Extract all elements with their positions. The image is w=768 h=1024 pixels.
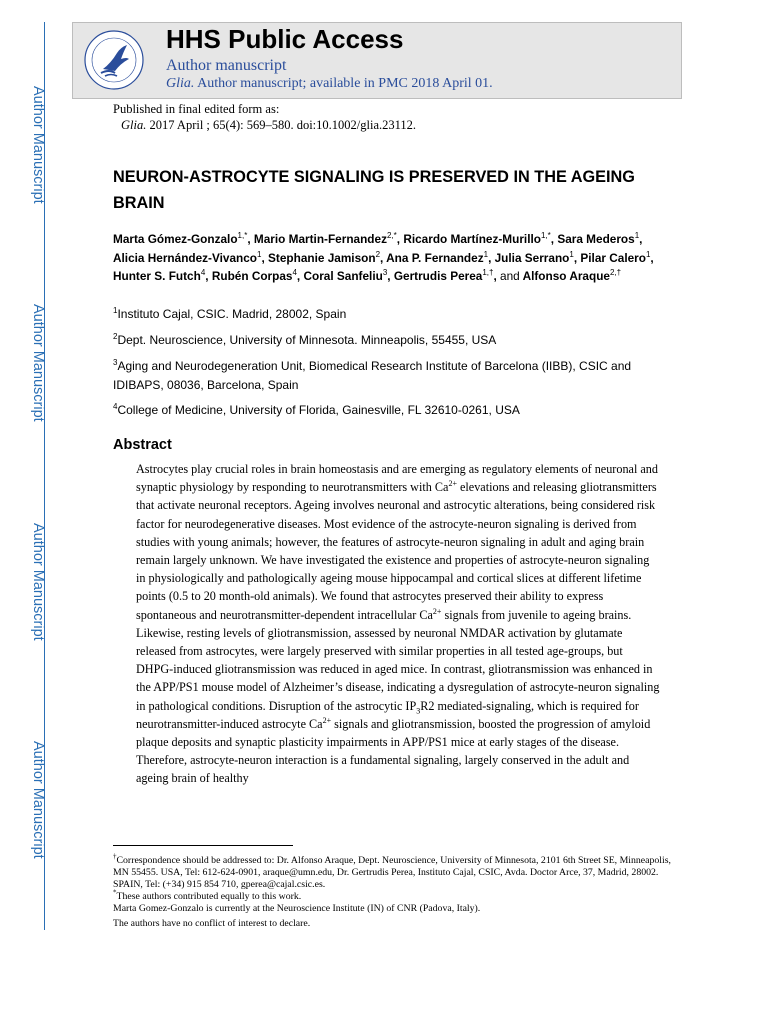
author-affiliation-mark: 1,* bbox=[540, 231, 551, 241]
correspondence-note bbox=[113, 852, 673, 891]
author-affiliation-mark: 1 bbox=[569, 249, 574, 259]
current-affiliation-note: Marta Gomez-Gonzalo is currently at the Neuroscience Institute (IN) of CNR (Padova, Italy). bbox=[113, 903, 481, 914]
manuscript-status: Author manuscript bbox=[166, 57, 287, 74]
affiliation-text: Instituto Cajal, CSIC. Madrid, 28002, Spain bbox=[117, 307, 347, 321]
footnote-mark: * bbox=[113, 888, 117, 897]
footnote-mark: † bbox=[113, 852, 117, 861]
affiliation-text: Dept. Neuroscience, University of Minnesota. Minneapolis, 55455, USA bbox=[117, 333, 497, 347]
availability-line bbox=[166, 76, 493, 92]
author: Marta Gómez-Gonzalo bbox=[113, 232, 238, 246]
affiliation bbox=[113, 305, 673, 324]
author-affiliation-mark: 1 bbox=[483, 249, 489, 259]
superscript: 2+ bbox=[448, 479, 457, 489]
author-affiliation-mark: 2,* bbox=[386, 231, 397, 241]
author: Ricardo Martínez-Murillo bbox=[403, 232, 541, 246]
author-affiliation-mark: 4 bbox=[292, 268, 297, 278]
abstract-part: Astrocytes play crucial roles in brain homeostasis and are emerging as regulatory elements of neuronal and synaptic physiology by responding to neurotransmitters with Ca bbox=[136, 462, 658, 495]
sidebar-label-author-manuscript: Author Manuscript bbox=[30, 304, 46, 422]
author-affiliation-mark: 1,* bbox=[237, 231, 248, 241]
abstract-part: signals from juvenile to ageing brains. Likewise, resting levels of gliotransmission, assessed by neuronal NMDAR activation by glutamate released from astrocytes, were largely preserved with similar properties in all tested age-groups, but DHPG-induced gliotransmission was reduced in aged mice. In contrast, gliotransmission was enhanced in the APP/PS1 mouse model of Alzheimer’s disease, indicating a dysregulation of astrocyte-neuron signaling in pathological conditions. Disruption of the astrocytic IP bbox=[136, 607, 660, 713]
author: Alicia Hernández-Vivanco bbox=[113, 250, 258, 265]
hhs-header bbox=[72, 22, 682, 99]
author-list: Marta Gómez-Gonzalo$^{1,*}$, Mario Martin-Fernandez$^{2,*}$, Ricardo Martínez-Murillo$^{1,*}$, Sara Mederos$^1$, Alicia Hernández-Vivanco$^1$, Stephanie Jamison$^2$, Ana P. Fernandez$^1$, Julia Serrano$^1$, Pilar Calero$^1$, Hunter S. Futch$^4$, Rubén Corpas$^4$, Coral Sanfeliu$^3$, Gertrudis Perea$^{1,\dagger}$, and Alfonso Araque$^{2,\dagger}$ bbox=[113, 231, 654, 283]
affiliation bbox=[113, 401, 673, 420]
author-affiliation-mark: 2,† bbox=[609, 268, 622, 278]
abstract-part: R2 mediated-signaling, which is required for neurotransmitter-induced astrocyte Ca bbox=[136, 698, 639, 731]
journal-name: Glia. bbox=[166, 76, 195, 91]
sidebar-label-author-manuscript: Author Manuscript bbox=[30, 523, 46, 641]
author: Gertrudis Perea bbox=[393, 269, 483, 283]
footnotes bbox=[113, 852, 673, 930]
and-word: and bbox=[500, 269, 520, 283]
hhs-eagle-seal-icon bbox=[83, 29, 145, 91]
author: Mario Martin-Fernandez bbox=[253, 232, 387, 246]
author: Hunter S. Futch bbox=[113, 269, 201, 283]
equal-contribution-text: These authors contributed equally to this work. bbox=[116, 891, 302, 902]
affiliation bbox=[113, 331, 673, 350]
author: Alfonso Araque bbox=[522, 269, 610, 283]
abstract-heading: Abstract bbox=[113, 437, 172, 453]
citation-journal: Glia. bbox=[121, 118, 147, 132]
sidebar-label-author-manuscript: Author Manuscript bbox=[30, 741, 46, 859]
abstract-text bbox=[136, 460, 660, 788]
superscript: 2+ bbox=[322, 715, 332, 725]
author: Rubén Corpas bbox=[211, 269, 293, 283]
published-info bbox=[113, 101, 416, 133]
affiliation-text: College of Medicine, University of Florida, Gainesville, FL 32610-0261, USA bbox=[117, 403, 520, 417]
published-label: Published in final edited form as: bbox=[113, 102, 280, 116]
affiliation bbox=[113, 357, 673, 394]
availability-text: Author manuscript; available in PMC 2018 April 01. bbox=[194, 76, 493, 91]
author-affiliation-mark: 3 bbox=[382, 268, 388, 278]
author: Pilar Calero bbox=[580, 250, 646, 265]
author: Stephanie Jamison bbox=[268, 250, 376, 265]
author-affiliation-mark: 4 bbox=[200, 268, 206, 278]
equal-contribution-note bbox=[113, 888, 673, 903]
abstract-part: elevations and releasing gliotransmitters that activate neuronal receptors. Ageing involves neuronal and astrocytic alterations, being considered risk factor for neurodegenerative diseases. Most evidence of the astrocyte-neuron signaling is derived from studies with young animals; however, the features of astrocyte-neuron signaling in adult and aging brain remain largely unknown. We have investigated the existence and properties of astrocyte-neuron signaling in physiologically and pathologically ageing mouse hippocampal and cortical slices at different lifetime points (0.5 to 20 month-old animals). We found that astrocytes preserved their ability to express spontaneous and neurotransmitter-dependent intracellular Ca bbox=[136, 480, 657, 622]
subscript: 3 bbox=[416, 706, 421, 716]
author-affiliation-mark: 1 bbox=[257, 249, 262, 259]
author: Julia Serrano bbox=[494, 250, 570, 265]
affiliation-text: Aging and Neurodegeneration Unit, Biomedical Research Institute of Barcelona (IIBB), CSIC and IDIBAPS, 08036, Barcelona, Spain bbox=[113, 359, 632, 392]
footnote-divider bbox=[113, 845, 293, 846]
hhs-title: HHS Public Access bbox=[166, 24, 404, 54]
affiliation-number: 3 bbox=[113, 358, 118, 367]
superscript: 2+ bbox=[432, 606, 442, 616]
abstract-part: signals and gliotransmission, boosted the progression of amyloid plaque deposits and synaptic plasticity impairments in APP/PS1 mice at early stages of the disease. Therefore, astrocyte-neuron interaction is a fundamental signaling, largely conserved in the adult and ageing brain of healthy bbox=[136, 716, 651, 786]
author: Sara Mederos bbox=[557, 232, 635, 246]
correspondence-text: Correspondence should be addressed to: Dr. Alfonso Araque, Dept. Neuroscience, University of Minnesota, 2101 6th Street SE, Minneapolis, MN 55455. USA, Tel: 612-624-0901, araque@umn.edu, Dr. Gertrudis Perea, Instituto Cajal, CSIC, Avda. Doctor Arce, 37, Madrid, 28002. SPAIN, Tel: (+34) 915 854 710, gperea@cajal.csic.es. bbox=[113, 855, 672, 890]
citation-details: 2017 April ; 65(4): 569–580. doi:10.1002/glia.23112. bbox=[146, 118, 417, 132]
author-affiliation-mark: 1 bbox=[634, 231, 640, 241]
sidebar-label-author-manuscript: Author Manuscript bbox=[30, 86, 46, 204]
citation bbox=[113, 117, 416, 133]
author: Ana P. Fernandez bbox=[386, 250, 484, 265]
affiliation-number: 2 bbox=[113, 332, 118, 341]
author-affiliation-mark: 2 bbox=[375, 249, 381, 259]
affiliation-number: 1 bbox=[113, 306, 118, 315]
affiliation-number: 4 bbox=[113, 402, 118, 411]
article-title: NEURON-ASTROCYTE SIGNALING IS PRESERVED IN THE AGEING BRAIN bbox=[113, 168, 635, 212]
author-affiliation-mark: 1 bbox=[645, 249, 651, 259]
author: Coral Sanfeliu bbox=[303, 269, 383, 283]
author-affiliation-mark: 1,† bbox=[482, 268, 494, 278]
conflict-note: The authors have no conflict of interest to declare. bbox=[113, 918, 311, 929]
